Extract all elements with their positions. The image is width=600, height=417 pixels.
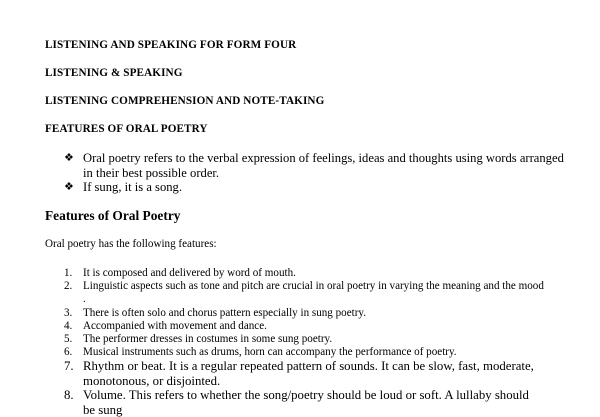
list-item-text: Musical instruments such as drums, horn can accompany the performance of poetry. (83, 346, 457, 359)
bullet-list (64, 151, 564, 195)
list-item-text: It is composed and delivered by word of mouth. (83, 267, 296, 279)
bullet-item (64, 180, 564, 195)
list-number: 2. (64, 280, 73, 293)
list-item (64, 333, 544, 346)
list-number: 5. (64, 333, 73, 346)
section-title: Features of Oral Poetry (45, 208, 181, 223)
list-item-text: Rhythm or beat. It is a regular repeated pattern of sounds. It can be slow, fast, moderate, monotonous, or disjointed. (83, 359, 534, 388)
list-item (64, 346, 544, 359)
features-list (64, 267, 544, 417)
heading-listening-speaking: LISTENING & SPEAKING (45, 67, 183, 79)
list-item (64, 280, 544, 306)
list-item-text: There is often solo and chorus pattern especially in sung poetry. (83, 306, 367, 319)
list-number: 7. (64, 359, 74, 374)
list-item (64, 307, 544, 320)
list-number: 4. (64, 319, 73, 332)
list-item-text: Linguistic aspects such as tone and pitch are crucial in oral poetry in varying the meaning and the mood . (83, 280, 544, 306)
list-number: 8. (64, 388, 74, 403)
diamond-bullet-icon: ❖ (64, 181, 74, 194)
intro-paragraph: Oral poetry has the following features: (45, 238, 217, 250)
list-item (64, 320, 544, 333)
list-item (64, 267, 544, 280)
list-number: 6. (64, 346, 73, 359)
list-item-text: The performer dresses in costumes in some sung poetry. (83, 333, 333, 346)
bullet-item (64, 151, 564, 180)
list-number: 3. (64, 306, 73, 319)
list-item (64, 388, 544, 417)
heading-comprehension-note-taking: LISTENING COMPREHENSION AND NOTE-TAKING (45, 95, 325, 107)
heading-features-oral-poetry: FEATURES OF ORAL POETRY (45, 123, 208, 135)
heading-form-four: LISTENING AND SPEAKING FOR FORM FOUR (45, 39, 297, 51)
bullet-text: Oral poetry refers to the verbal expression of feelings, ideas and thoughts using words arranged in their best possible order. (83, 151, 564, 180)
list-item-text: Volume. This refers to whether the song/poetry should be loud or soft. A lullaby should be sung (83, 388, 529, 417)
list-item-text: Accompanied with movement and dance. (83, 319, 267, 332)
list-item (64, 359, 544, 388)
bullet-text: If sung, it is a song. (83, 180, 182, 195)
list-number: 1. (64, 267, 73, 279)
diamond-bullet-icon: ❖ (64, 152, 74, 164)
